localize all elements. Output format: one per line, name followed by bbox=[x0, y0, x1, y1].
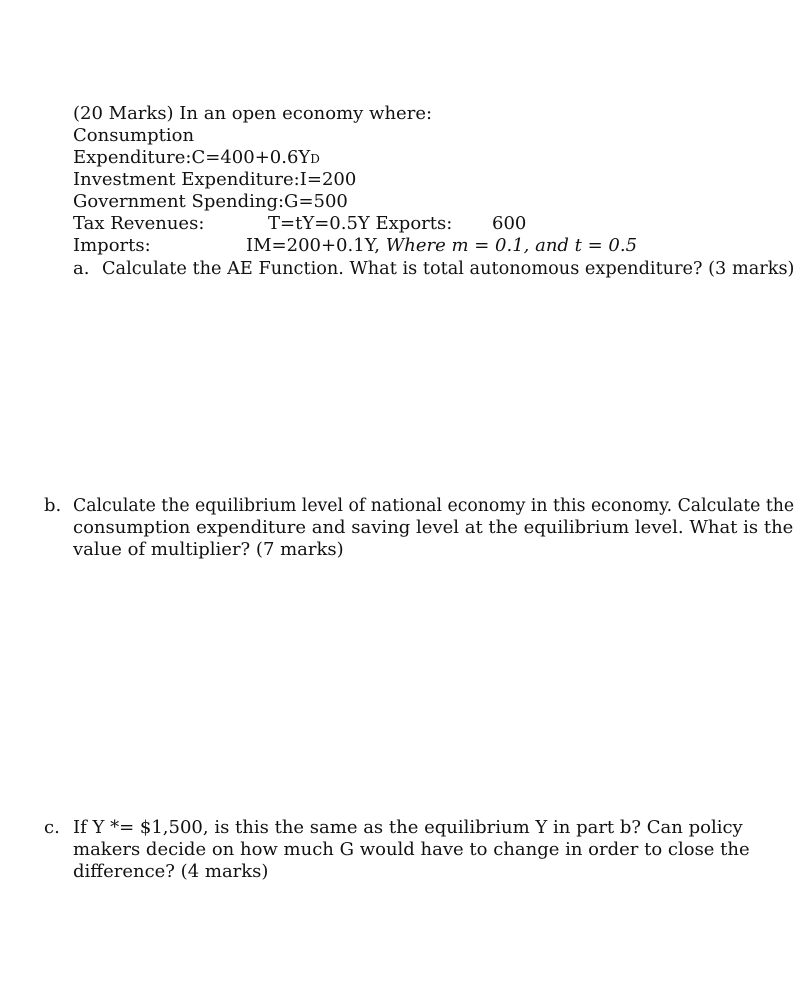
question-b-line-1: Calculate the equilibrium level of national economy in this economy. Calculate the bbox=[73, 496, 795, 516]
investment-line: Investment Expenditure:I=200 bbox=[73, 169, 357, 190]
imports-parameters: Where m = 0.1, and t = 0.5 bbox=[385, 235, 638, 256]
consumption-label: Consumption bbox=[73, 125, 195, 146]
imports-function bbox=[246, 235, 637, 257]
intro-heading: (20 Marks) In an open economy where: bbox=[73, 103, 433, 124]
question-b-line-3: value of multiplier? (7 marks) bbox=[73, 539, 344, 560]
tax-value: T=tY=0.5Y Exports: bbox=[268, 213, 453, 234]
consumption-function bbox=[73, 147, 320, 170]
question-a-line-1: Calculate the AE Function. What is total autonomous expenditure? (3 marks) bbox=[102, 259, 795, 279]
tax-label: Tax Revenues: bbox=[73, 213, 205, 234]
imports-label: Imports: bbox=[73, 235, 151, 256]
question-c-line-3: difference? (4 marks) bbox=[73, 861, 269, 882]
consumption-function-subscript: D bbox=[310, 152, 320, 166]
question-b-line-2: consumption expenditure and saving level at the equilibrium level. What is the bbox=[73, 517, 794, 538]
question-c-line-2: makers decide on how much G would have to change in order to close the bbox=[73, 839, 750, 860]
question-b-letter: b. bbox=[44, 495, 62, 516]
exports-value: 600 bbox=[492, 213, 527, 234]
government-line: Government Spending:G=500 bbox=[73, 191, 348, 212]
consumption-function-text: Expenditure:C=400+0.6Y bbox=[73, 147, 311, 168]
question-a-letter: a. bbox=[73, 258, 90, 279]
question-c-line-1: If Y *= $1,500, is this the same as the equilibrium Y in part b? Can policy bbox=[73, 817, 743, 838]
imports-function-text: IM=200+0.1Y, bbox=[246, 235, 380, 256]
question-c-letter: c. bbox=[44, 817, 60, 838]
